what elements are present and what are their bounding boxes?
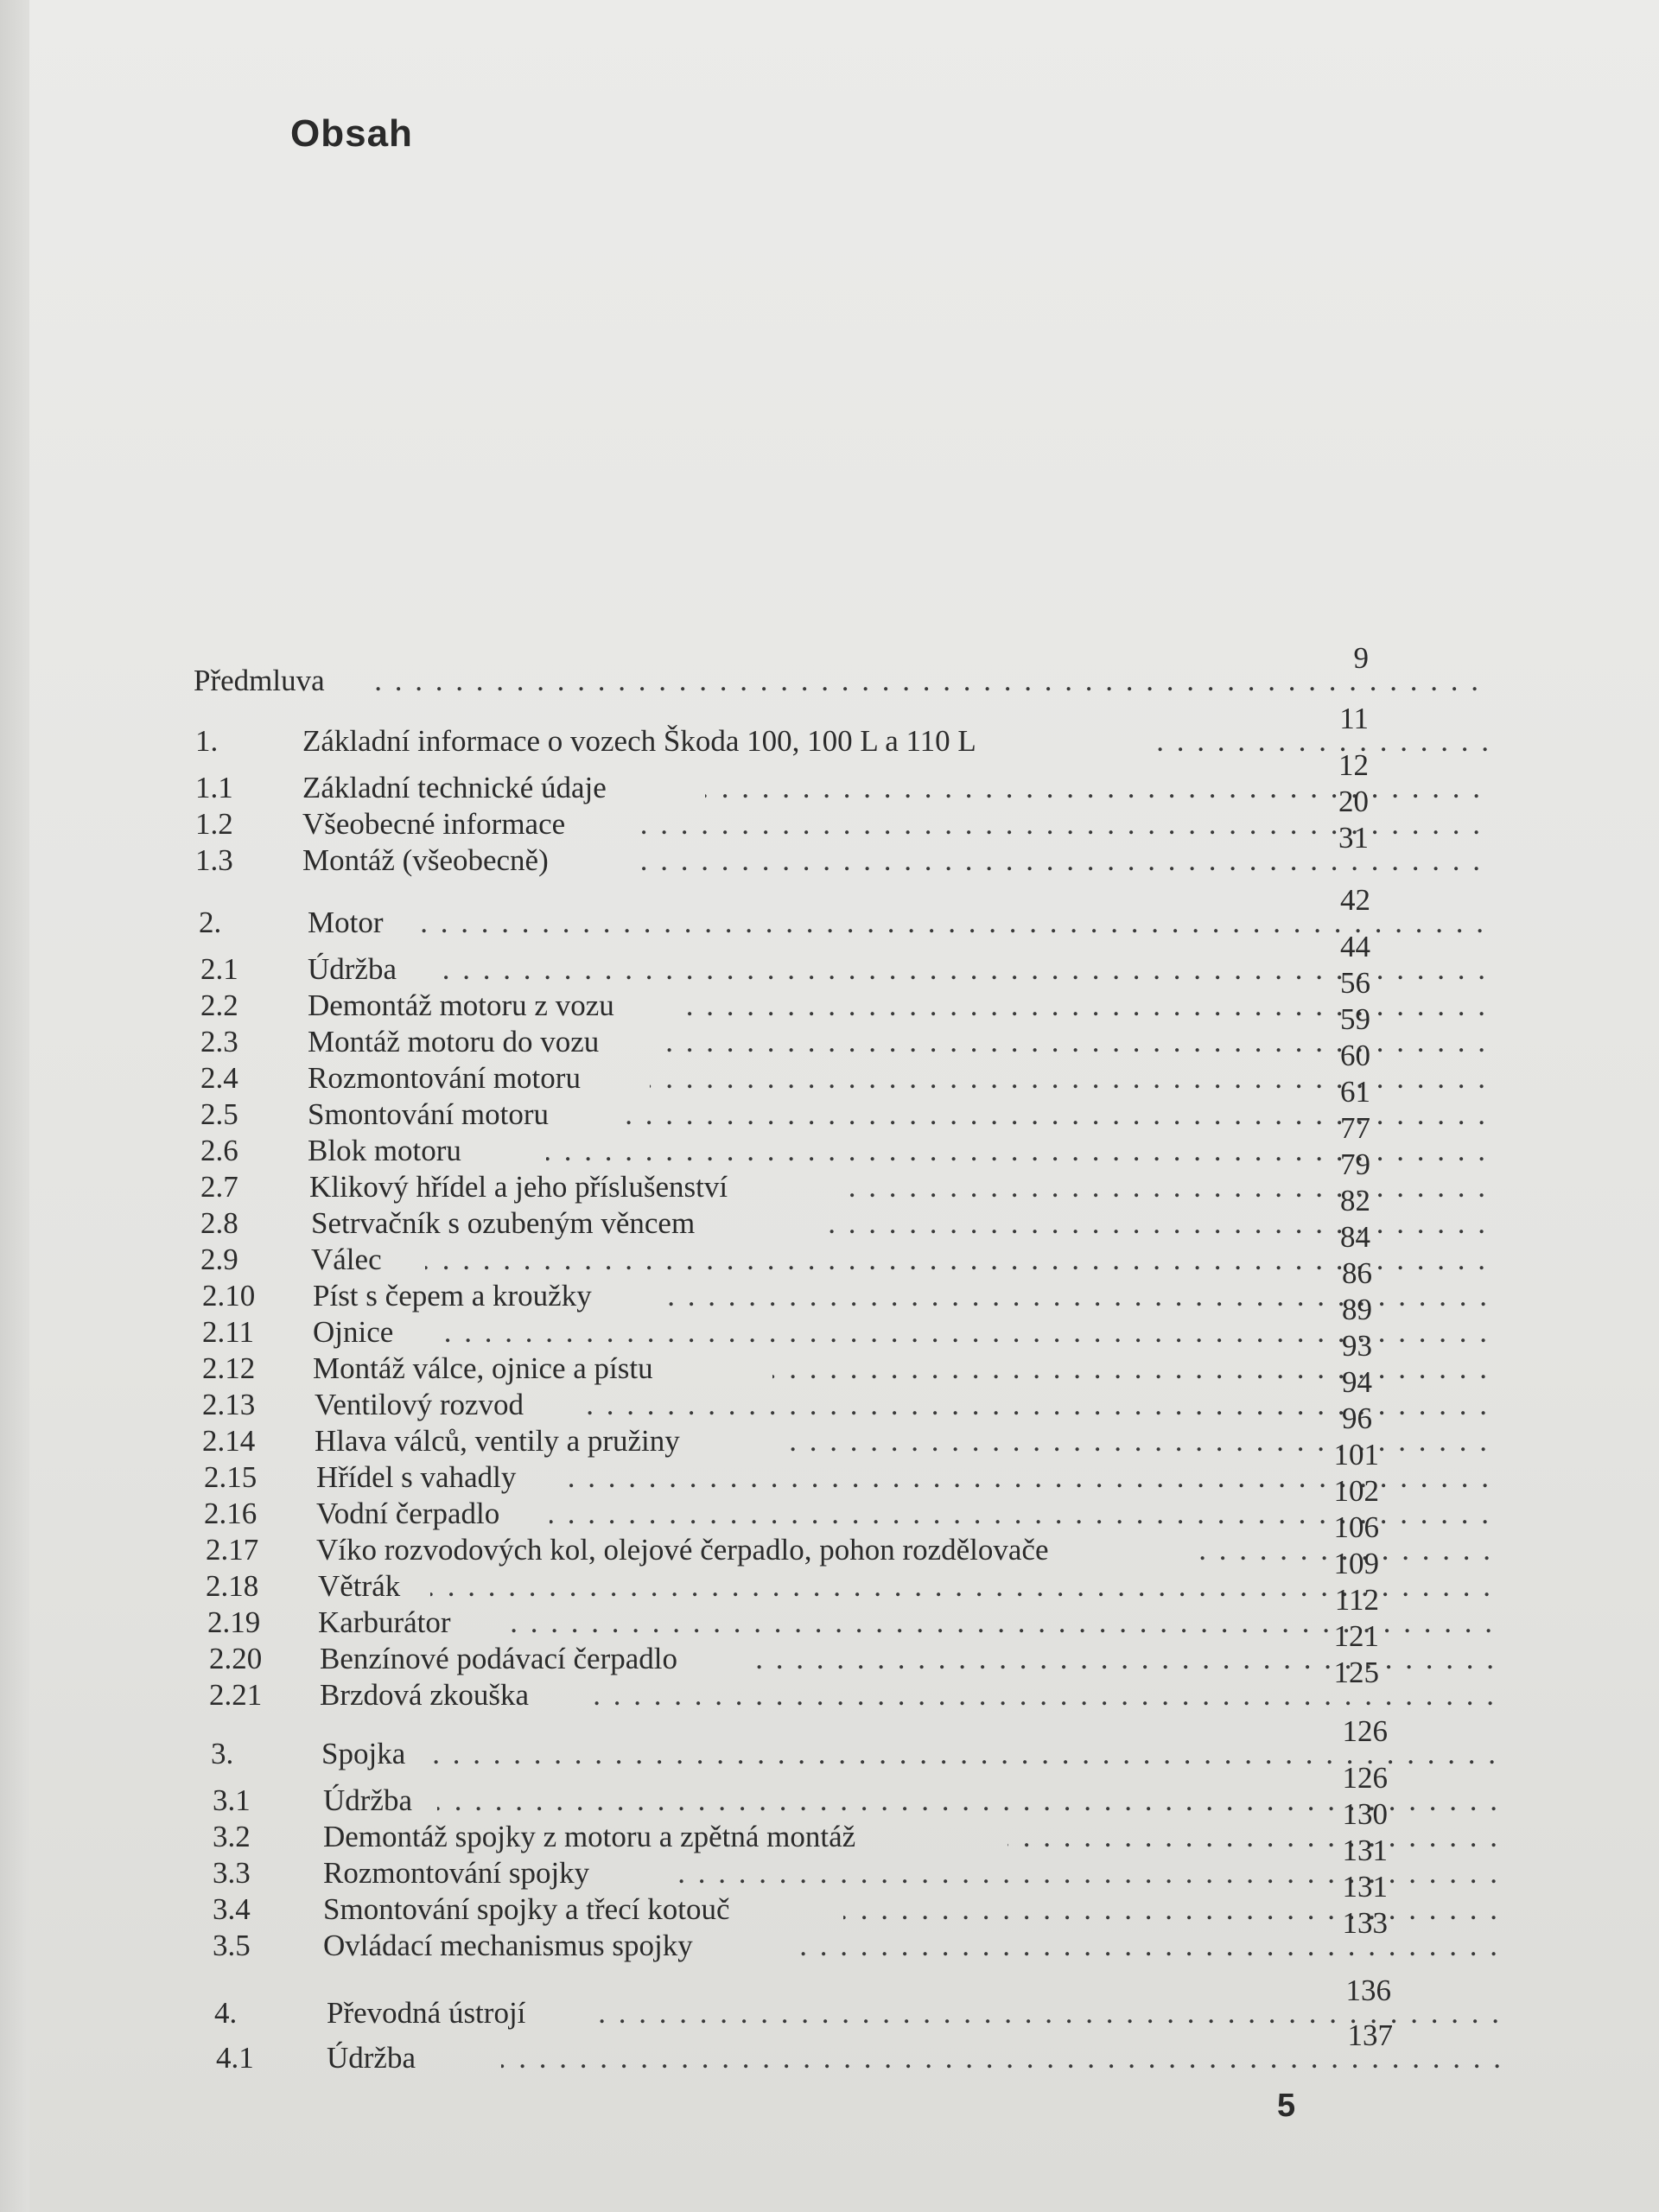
toc-entry-number: 2.18 — [206, 1569, 259, 1603]
toc-entry-page: 136 — [1345, 1974, 1391, 2007]
toc-entry-number: 2.16 — [204, 1497, 257, 1530]
toc-entry-number: 3.1 — [213, 1783, 251, 1817]
toc-entry-number: 2.9 — [200, 1243, 238, 1276]
toc-entry-number: 2. — [199, 906, 222, 939]
toc-entry-page: 56 — [1340, 966, 1370, 1000]
toc-entry-label: Rozmontování spojky — [323, 1856, 590, 1890]
toc-entry — [213, 1761, 1388, 1820]
toc-entry-page: 11 — [1339, 702, 1369, 735]
toc-entry-label: Spojka — [321, 1737, 406, 1770]
toc-entry-page: 101 — [1333, 1438, 1379, 1471]
toc-entry-label: Montáž válce, ojnice a pístu — [313, 1351, 653, 1385]
toc-entry-number: 2.13 — [202, 1388, 256, 1421]
toc-entry-number: 3.3 — [213, 1856, 251, 1890]
toc-entry-page: 9 — [1353, 641, 1369, 675]
toc-entry-page: 79 — [1340, 1147, 1370, 1181]
toc-entry-label: Setrvačník s ozubeným věncem — [311, 1206, 696, 1240]
toc-entry-page: 31 — [1338, 821, 1369, 855]
toc-entry-page: 125 — [1333, 1656, 1379, 1689]
toc-entry-label: Hřídel s vahadly — [316, 1460, 517, 1494]
toc-entry-number: 2.19 — [207, 1605, 261, 1639]
toc-entry-number: 2.2 — [200, 988, 238, 1022]
toc-entry-label: Montáž motoru do vozu — [308, 1025, 600, 1058]
toc-entry-number: 2.20 — [209, 1642, 263, 1675]
toc-entry-label: Benzínové podávací čerpadlo — [320, 1642, 677, 1675]
toc-entry — [195, 748, 1370, 807]
toc-entry-number: 2.17 — [206, 1533, 259, 1567]
toc-entry-number: 2.15 — [204, 1460, 257, 1494]
toc-entry-page: 109 — [1333, 1547, 1379, 1580]
toc-entry — [211, 1714, 1388, 1773]
toc-entry-page: 82 — [1340, 1184, 1370, 1217]
toc-entry-number: 3.2 — [213, 1820, 251, 1853]
toc-entry-page: 96 — [1342, 1402, 1372, 1435]
toc-entry-page: 106 — [1333, 1510, 1379, 1544]
toc-entry — [195, 702, 1370, 760]
toc-entry-page: 130 — [1342, 1797, 1388, 1831]
toc-entry-number: 4. — [214, 1996, 238, 2030]
toc-entry — [200, 930, 1376, 988]
toc-entry-label: Údržba — [308, 952, 397, 986]
toc-entry-page: 89 — [1342, 1293, 1372, 1326]
toc-entry-number: 3. — [211, 1737, 234, 1770]
toc-entry-label: Demontáž motoru z vozu — [308, 988, 614, 1022]
toc-entry-number: 1.1 — [195, 771, 233, 804]
toc-entry-number: 2.5 — [200, 1097, 238, 1131]
toc-entry-number: 2.8 — [200, 1206, 238, 1240]
toc-entry-label: Předmluva — [194, 664, 325, 697]
toc-entry-label: Válec — [311, 1243, 382, 1276]
toc-entry-number: 2.11 — [202, 1315, 254, 1349]
toc-entry-label: Všeobecné informace — [302, 807, 566, 841]
toc-entry-label: Rozmontování motoru — [308, 1061, 581, 1095]
toc-leader-dots — [814, 1205, 1488, 1243]
page-number: 5 — [1277, 2088, 1296, 2124]
toc-entry-number: 2.3 — [200, 1025, 238, 1058]
toc-leader-dots — [840, 1168, 1488, 1206]
toc-entry-label: Smontování motoru — [308, 1097, 550, 1131]
toc-entry — [216, 2018, 1393, 2077]
toc-entry-number: 2.21 — [209, 1678, 263, 1712]
toc-entry-page: 12 — [1338, 748, 1369, 782]
toc-entry-number: 1. — [195, 724, 219, 758]
toc-entry-label: Hlava válců, ventily a pružiny — [315, 1424, 680, 1458]
toc-entry-label: Smontování spojky a třecí kotouč — [323, 1892, 730, 1926]
toc-entry-page: 84 — [1340, 1220, 1370, 1254]
toc-leader-dots — [1007, 1818, 1500, 1856]
toc-entry-page: 86 — [1342, 1256, 1372, 1290]
toc-entry-page: 94 — [1342, 1365, 1372, 1399]
toc-entry-page: 126 — [1342, 1761, 1388, 1795]
toc-entry — [214, 1974, 1391, 2032]
toc-entry-label: Větrák — [318, 1569, 401, 1603]
toc-entry-page: 61 — [1340, 1075, 1370, 1109]
toc-entry-page: 77 — [1340, 1111, 1370, 1145]
toc-entry-page: 126 — [1342, 1714, 1388, 1748]
toc-entry-label: Základní technické údaje — [302, 771, 607, 804]
toc-entry-page: 137 — [1347, 2018, 1393, 2052]
toc-entry-label: Údržba — [327, 2041, 416, 2075]
toc-leader-dots — [781, 1422, 1490, 1460]
toc-entry-number: 2.14 — [202, 1424, 256, 1458]
toc-entry-number: 1.3 — [195, 843, 233, 877]
toc-entry — [194, 641, 1369, 700]
toc-entry-label: Ojnice — [313, 1315, 394, 1349]
toc-entry-page: 131 — [1342, 1834, 1388, 1867]
toc-entry-page: 131 — [1342, 1870, 1388, 1904]
toc-entry-label: Víko rozvodových kol, olejové čerpadlo, pohon rozdělovače — [316, 1533, 1049, 1567]
toc-entry-number: 4.1 — [216, 2041, 254, 2075]
toc-entry-page: 59 — [1340, 1002, 1370, 1036]
toc-entry — [199, 883, 1374, 942]
toc-entry-label: Motor — [308, 906, 384, 939]
toc-entry-page: 44 — [1340, 930, 1370, 963]
toc-leader-dots — [753, 1640, 1497, 1678]
toc-entry-label: Údržba — [323, 1783, 413, 1817]
toc-entry-label: Brzdová zkouška — [320, 1678, 530, 1712]
toc-entry-page: 20 — [1338, 785, 1369, 818]
toc-entry-page: 102 — [1333, 1474, 1379, 1508]
toc-entry-page: 112 — [1334, 1583, 1379, 1617]
toc-entry-label: Převodná ústrojí — [327, 1996, 526, 2030]
toc-entry-page: 121 — [1333, 1619, 1379, 1653]
toc-entry-page: 42 — [1340, 883, 1370, 917]
toc-entry-label: Demontáž spojky z motoru a zpětná montáž — [323, 1820, 856, 1853]
toc-entry-page: 133 — [1342, 1906, 1388, 1940]
toc-leader-dots — [800, 1927, 1500, 1965]
toc-entry-label: Píst s čepem a kroužky — [313, 1279, 592, 1313]
toc-entry-number: 1.2 — [195, 807, 233, 841]
toc-entry-number: 2.12 — [202, 1351, 256, 1385]
toc-entry-number: 2.4 — [200, 1061, 238, 1095]
toc-leader-dots — [772, 1350, 1490, 1388]
toc-entry-label: Montáž (všeobecně) — [302, 843, 549, 877]
toc-entry-number: 2.7 — [200, 1170, 238, 1204]
toc-entry-label: Blok motoru — [308, 1134, 461, 1167]
toc-leader-dots — [843, 1891, 1500, 1929]
toc-entry-number: 2.6 — [200, 1134, 238, 1167]
toc-entry-label: Ovládací mechanismus spojky — [323, 1929, 693, 1962]
toc-entry-number: 2.10 — [202, 1279, 256, 1313]
toc-entry-label: Klikový hřídel a jeho příslušenství — [309, 1170, 728, 1204]
page-title: Obsah — [290, 112, 413, 155]
toc-entry-page: 60 — [1340, 1039, 1370, 1072]
toc-entry-label: Vodní čerpadlo — [316, 1497, 500, 1530]
toc-entry-number: 2.1 — [200, 952, 238, 986]
toc-entry-number: 3.5 — [213, 1929, 251, 1962]
toc-entry-number: 3.4 — [213, 1892, 251, 1926]
toc-entry-label: Karburátor — [318, 1605, 451, 1639]
toc-entry-label: Základní informace o vozech Škoda 100, 100 L a 110 L — [302, 724, 976, 758]
toc-entry-label: Ventilový rozvod — [315, 1388, 524, 1421]
toc-entry-page: 93 — [1342, 1329, 1372, 1363]
